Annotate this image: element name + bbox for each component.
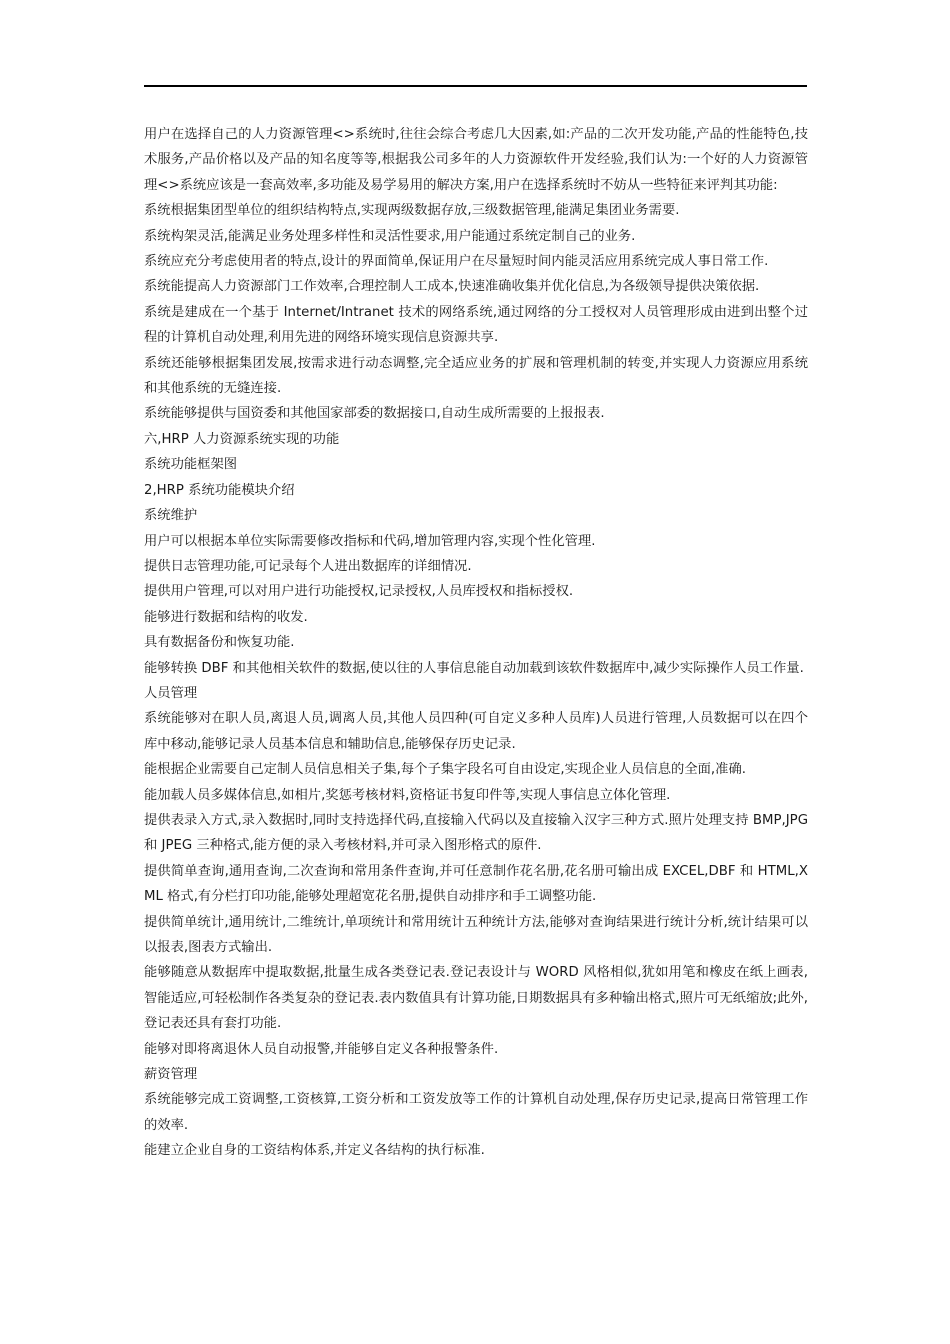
paragraph-custom-subsets: 能根据企业需要自己定制人员信息相关子集,每个子集字段名可自由设定,实现企业人员信息的全面,准确. (144, 762, 746, 778)
subsection-heading-personnel: 人员管理 (144, 685, 198, 701)
paragraph-log-management: 提供日志管理功能,可记录每个人进出数据库的详细情况. (144, 558, 472, 574)
paragraph-personnel-libraries: 系统能够对在职人员,离退人员,调离人员,其他人员四种(可自定义多种人员库)人员进行管理,人员数据可以在四个库中移动,能够记录人员基本信息和辅助信息,能够保存历史记录. (144, 711, 808, 752)
paragraph-statistics: 提供简单统计,通用统计,二维统计,单项统计和常用统计五种统计方法,能够对查询结果进行统计分析,统计结果可以以报表,图表方式输出. (144, 914, 808, 955)
paragraph-salary-processing: 系统能够完成工资调整,工资核算,工资分析和工资发放等工作的计算机自动处理,保存历史记录,提高日常管理工作的效率. (144, 1092, 808, 1133)
document-body (144, 122, 808, 1164)
section-heading-framework: 系统功能框架图 (144, 457, 238, 473)
paragraph-flexible-architecture: 系统构架灵活,能满足业务处理多样性和灵活性要求,用户能通过系统定制自己的业务. (144, 228, 636, 244)
paragraph-user-friendly: 系统应充分考虑使用者的特点,设计的界面简单,保证用户在尽量短时间内能灵活应用系统完成人事日常工作. (144, 254, 769, 270)
paragraph-data-transfer: 能够进行数据和结构的收发. (144, 609, 308, 625)
paragraph-intro: 用户在选择自己的人力资源管理<>系统时,往往会综合考虑几大因素,如:产品的二次开发功能,产品的性能特色,技术服务,产品价格以及产品的知名度等等,根据我公司多年的人力资源软件开发经验,我们认为:一个好的人力资源管理<>系统应该是一套高效率,多功能及易学易用的解决方案,用户在选择系统时不妨从一些特征来评判其功能: (144, 127, 808, 193)
paragraph-network-system: 系统是建成在一个基于 Internet/Intranet 技术的网络系统,通过网络的分工授权对人员管理形成由进到出整个过程的计算机自动处理,利用先进的网络环境实现信息资源共享. (144, 304, 808, 346)
paragraph-dynamic-adjustment: 系统还能够根据集团发展,按需求进行动态调整,完全适应业务的扩展和管理机制的转变,并实现人力资源应用系统和其他系统的无缝连接. (144, 355, 808, 397)
subsection-heading-maintenance: 系统维护 (144, 508, 198, 524)
paragraph-data-interface: 系统能够提供与国资委和其他国家部委的数据接口,自动生成所需要的上报报表. (144, 406, 605, 422)
header-rule (144, 85, 807, 87)
paragraph-retirement-alerts: 能够对即将离退休人员自动报警,并能够自定义各种报警条件. (144, 1041, 499, 1057)
subsection-heading-salary: 薪资管理 (144, 1067, 198, 1083)
paragraph-data-entry: 提供表录入方式,录入数据时,同时支持选择代码,直接输入代码以及直接输入汉字三种方式.照片处理支持 BMP,JPG 和 JPEG 三种格式,能方便的录入考核材料,并可录入图形格式的原件. (144, 812, 808, 854)
paragraph-salary-structure: 能建立企业自身的工资结构体系,并定义各结构的执行标准. (144, 1143, 485, 1159)
section-heading-hrp-functions: 六,HRP 人力资源系统实现的功能 (144, 431, 340, 447)
paragraph-dbf-conversion: 能够转换 DBF 和其他相关软件的数据,使以往的人事信息能自动加载到该软件数据库中,减少实际操作人员工作量. (144, 660, 804, 676)
paragraph-user-management: 提供用户管理,可以对用户进行功能授权,记录授权,人员库授权和指标授权. (144, 584, 574, 600)
paragraph-custom-indicators: 用户可以根据本单位实际需要修改指标和代码,增加管理内容,实现个性化管理. (144, 533, 596, 549)
paragraph-registration-forms: 能够随意从数据库中提取数据,批量生成各类登记表.登记表设计与 WORD 风格相似,犹如用笔和橡皮在纸上画表,智能适应,可轻松制作各类复杂的登记表.表内数值具有计算功能,日期数据具有多种输出格式,照片可无纸缩放;此外,登记表还具有套打功能. (144, 965, 808, 1032)
paragraph-multimedia: 能加载人员多媒体信息,如相片,奖惩考核材料,资格证书复印件等,实现人事信息立体化管理. (144, 787, 671, 803)
paragraph-queries: 提供简单查询,通用查询,二次查询和常用条件查询,并可任意制作花名册,花名册可输出成 EXCEL,DBF 和 HTML,XML 格式,有分栏打印功能,能够处理超宽花名册,提供自动排序和手工调整功能. (144, 863, 808, 905)
paragraph-group-structure: 系统根据集团型单位的组织结构特点,实现两级数据存放,三级数据管理,能满足集团业务需要. (144, 203, 680, 219)
section-heading-modules: 2,HRP 系统功能模块介绍 (144, 482, 295, 498)
paragraph-efficiency: 系统能提高人力资源部门工作效率,合理控制人工成本,快速准确收集并优化信息,为各级领导提供决策依据. (144, 279, 760, 295)
paragraph-backup: 具有数据备份和恢复功能. (144, 635, 295, 651)
